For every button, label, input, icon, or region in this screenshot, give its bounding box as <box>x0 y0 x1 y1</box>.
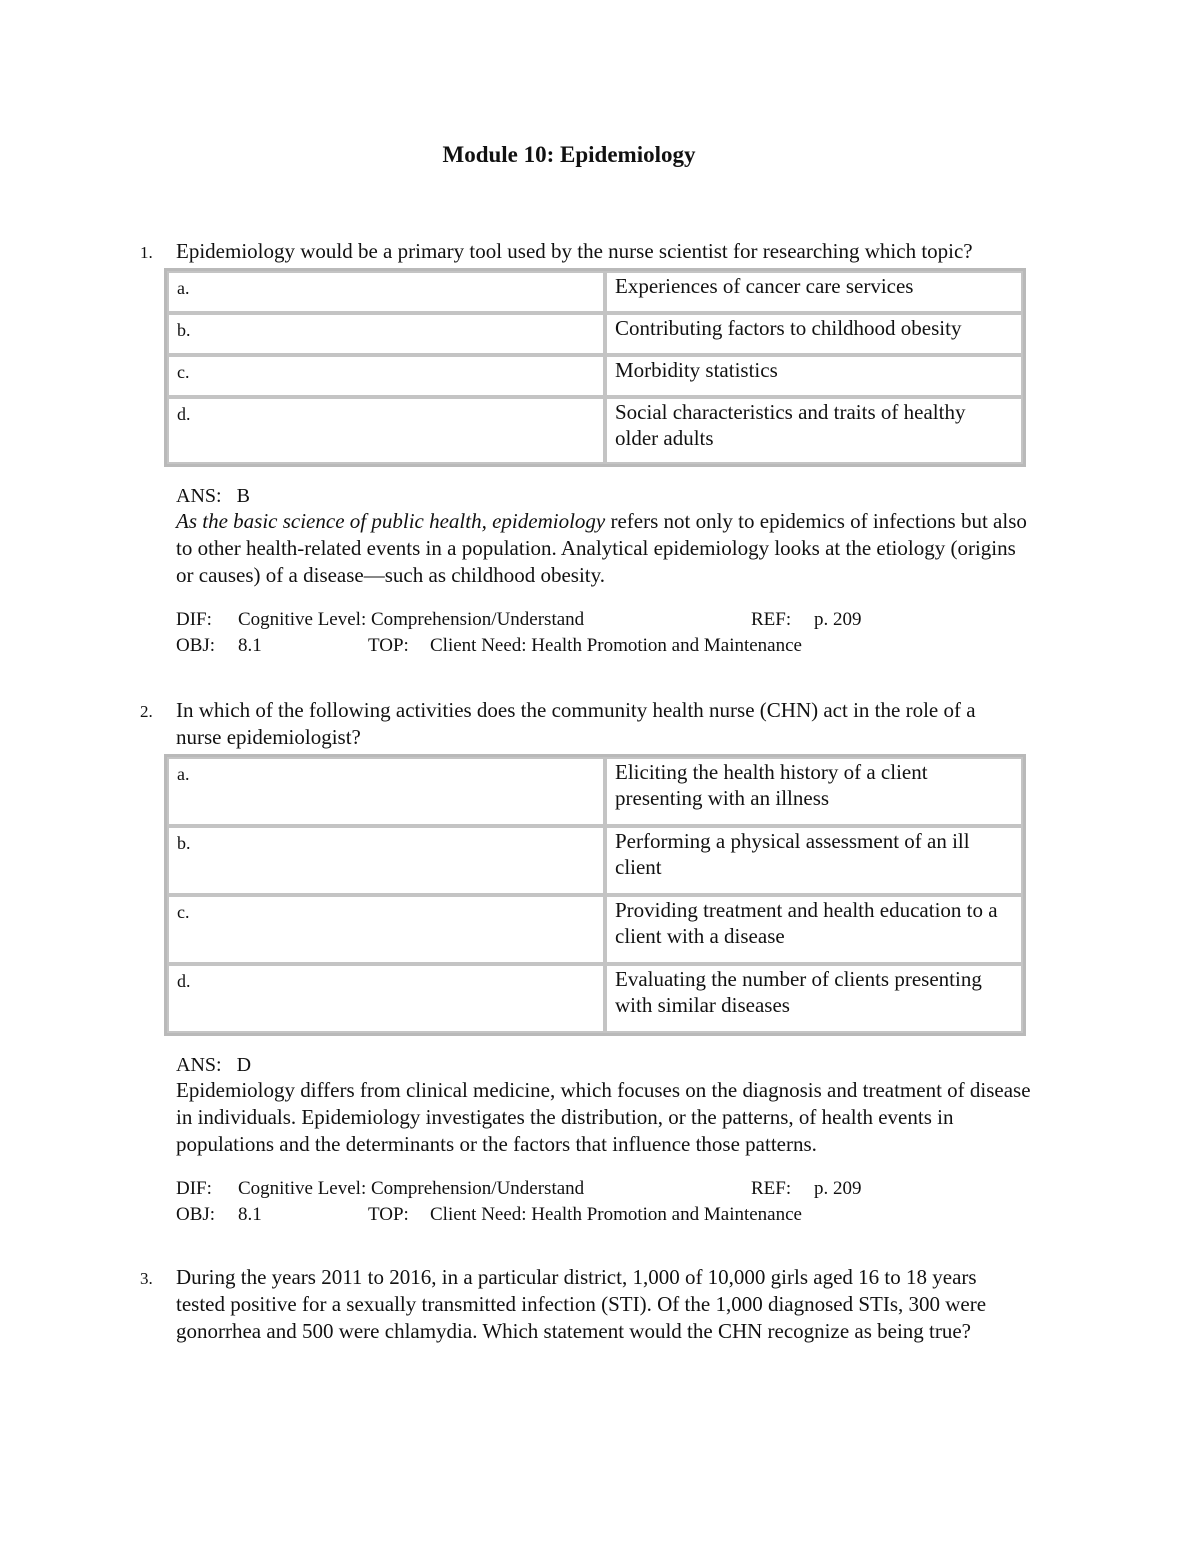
answer: ANS: B <box>176 485 250 507</box>
difficulty: Cognitive Level: Comprehension/Understand <box>238 1178 585 1199</box>
option-row <box>167 964 1023 1033</box>
option-letter: a. <box>167 271 605 313</box>
question-number: 2. <box>140 702 153 721</box>
objective: 8.1 <box>238 1204 262 1225</box>
rationale-text: refers not only to epidemics of infections but also to other health-related events in a population. Analytical epidemiology looks at the etiology (origins or causes) of a disease—such as childhood obesity. <box>176 509 1027 587</box>
question-text: In which of the following activities does the community health nurse (CHN) act in the role of a nurse epidemiologist? <box>176 698 976 749</box>
top-label: TOP: <box>368 1204 409 1225</box>
rationale-text: Epidemiology differs from clinical medicine, which focuses on the diagnosis and treatment of disease in individuals. Epidemiology investigates the distribution, or the patterns, of health events in populations and the determinants or the factors that influence those patterns. <box>176 1078 1031 1156</box>
option-row <box>167 313 1023 355</box>
ref-label: REF: <box>751 609 792 630</box>
topic: Client Need: Health Promotion and Maintenance <box>430 1204 802 1225</box>
rationale-italic: As the basic science of public health, epidemiology <box>176 509 606 533</box>
option-row <box>167 826 1023 895</box>
reference: p. 209 <box>814 1178 862 1199</box>
question-metadata <box>176 607 1040 659</box>
option-text: Evaluating the number of clients presenting with similar diseases <box>605 964 1023 1033</box>
option-row <box>167 757 1023 826</box>
option-letter: b. <box>167 826 605 895</box>
difficulty: Cognitive Level: Comprehension/Understand <box>238 609 585 630</box>
dif-label: DIF: <box>176 1178 212 1199</box>
rationale <box>176 1077 1036 1158</box>
option-text: Morbidity statistics <box>605 355 1023 397</box>
ref-label: REF: <box>751 1178 792 1199</box>
page-title: Module 10: Epidemiology <box>442 142 696 167</box>
dif-label: DIF: <box>176 609 212 630</box>
top-label: TOP: <box>368 635 409 656</box>
option-row <box>167 397 1023 464</box>
question-2 <box>140 697 1040 1228</box>
option-row <box>167 271 1023 313</box>
obj-label: OBJ: <box>176 635 216 656</box>
topic: Client Need: Health Promotion and Maintenance <box>430 635 802 656</box>
option-text: Contributing factors to childhood obesity <box>605 313 1023 355</box>
question-1 <box>140 238 1040 659</box>
answer: ANS: D <box>176 1054 252 1076</box>
question-3 <box>140 1264 1040 1345</box>
option-letter: d. <box>167 397 605 464</box>
question-metadata <box>176 1176 1040 1228</box>
options-table <box>164 754 1026 1036</box>
option-row <box>167 895 1023 964</box>
question-number: 3. <box>140 1269 153 1288</box>
question-text: Epidemiology would be a primary tool used by the nurse scientist for researching which topic? <box>176 239 973 263</box>
option-text: Social characteristics and traits of healthy older adults <box>605 397 1023 464</box>
question-number: 1. <box>140 243 153 262</box>
option-letter: c. <box>167 895 605 964</box>
reference: p. 209 <box>814 609 862 630</box>
option-text: Experiences of cancer care services <box>605 271 1023 313</box>
question-text: During the years 2011 to 2016, in a particular district, 1,000 of 10,000 girls aged 16 to 18 years tested positive for a sexually transmitted infection (STI). Of the 1,000 diagnosed STIs, 300 were gonorrhea and 500 were chlamydia. Which statement would the CHN recognize as being true? <box>176 1265 987 1343</box>
option-text: Providing treatment and health education to a client with a disease <box>605 895 1023 964</box>
obj-label: OBJ: <box>176 1204 216 1225</box>
option-letter: a. <box>167 757 605 826</box>
options-table <box>164 268 1026 467</box>
option-letter: c. <box>167 355 605 397</box>
option-text: Eliciting the health history of a client presenting with an illness <box>605 757 1023 826</box>
objective: 8.1 <box>238 635 262 656</box>
option-text: Performing a physical assessment of an ill client <box>605 826 1023 895</box>
option-row <box>167 355 1023 397</box>
option-letter: b. <box>167 313 605 355</box>
rationale <box>176 508 1036 589</box>
option-letter: d. <box>167 964 605 1033</box>
